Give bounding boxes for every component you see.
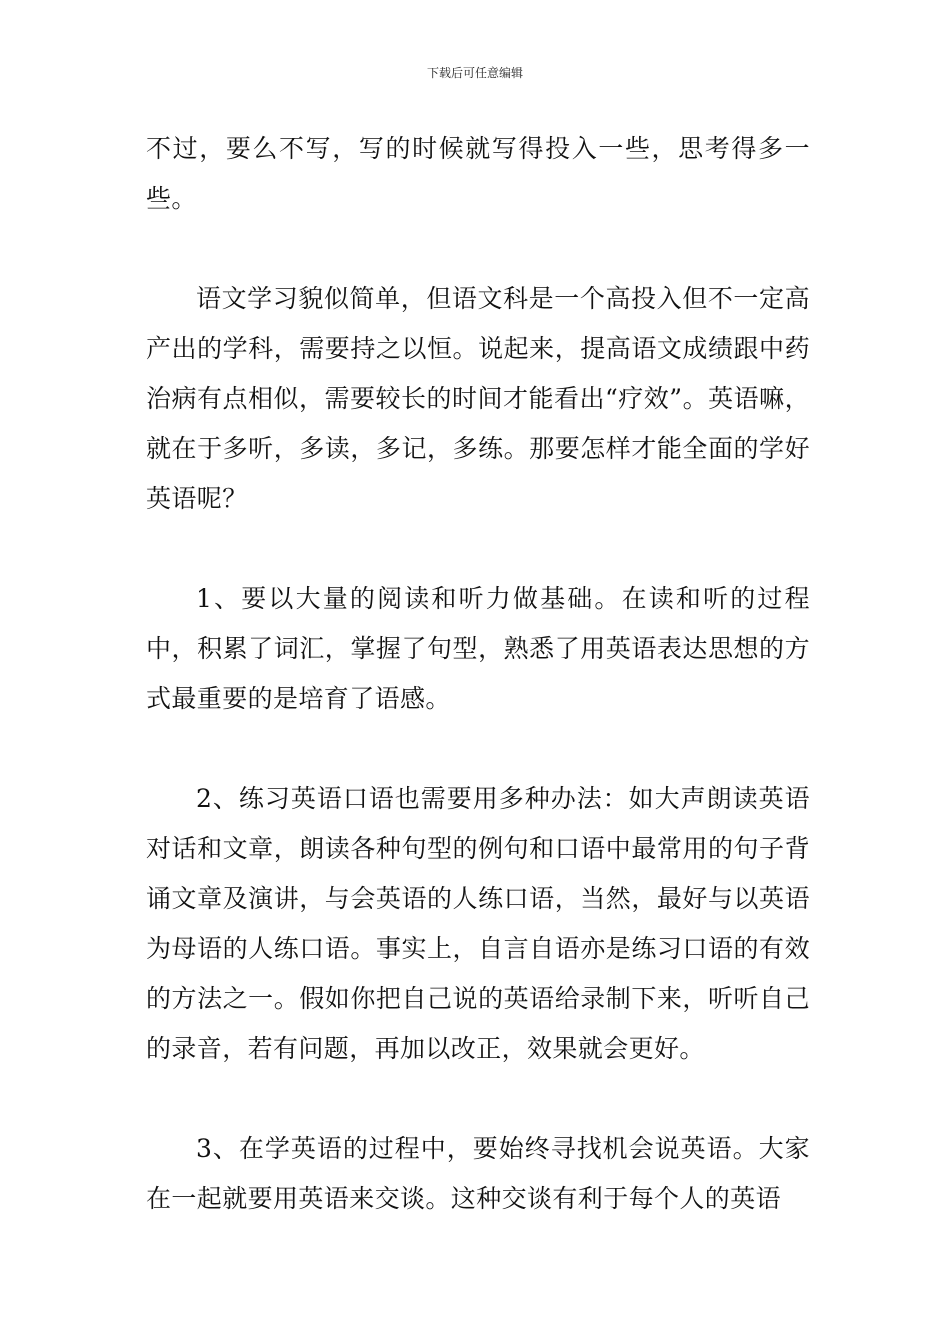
paragraph-tip-2: 2、练习英语口语也需要用多种办法：如大声朗读英语对话和文章，朗读各种句型的例句和口语中最常用的句子背诵文章及演讲，与会英语的人练口语，当然，最好与以英语为母语的人练口语。事实上，自言自语亦是练习口语的有效的方法之一。假如你把自己说的英语给录制下来，听听自己的录音，若有问题，再加以改正，效果就会更好。 xyxy=(146,784,810,1063)
paragraph-gap xyxy=(146,724,810,774)
paragraph-gap xyxy=(146,1074,810,1124)
paragraph-gap xyxy=(146,524,810,574)
paragraph-continuation: 不过，要么不写，写的时候就写得投入一些，思考得多一些。 xyxy=(146,134,810,213)
page-header: 下载后可任意编辑 xyxy=(426,66,523,80)
paragraph-study-intro: 语文学习貌似简单，但语文科是一个高投入但不一定高产出的学科，需要持之以恒。说起来，提高语文成绩跟中药治病有点相似，需要较长的时间才能看出“疗效”。英语嘛，就在于多听，多读，多记，多练。那要怎样才能全面的学好英语呢？ xyxy=(146,284,810,513)
paragraph-tip-3: 3、在学英语的过程中，要始终寻找机会说英语。大家在一起就要用英语来交谈。这种交谈有利于每个人的英语 xyxy=(146,1134,810,1213)
paragraph-gap xyxy=(146,224,810,274)
document-body xyxy=(146,124,810,1224)
paragraph-tip-1: 1、要以大量的阅读和听力做基础。在读和听的过程中，积累了词汇，掌握了句型，熟悉了用英语表达思想的方式最重要的是培育了语感。 xyxy=(146,584,810,713)
